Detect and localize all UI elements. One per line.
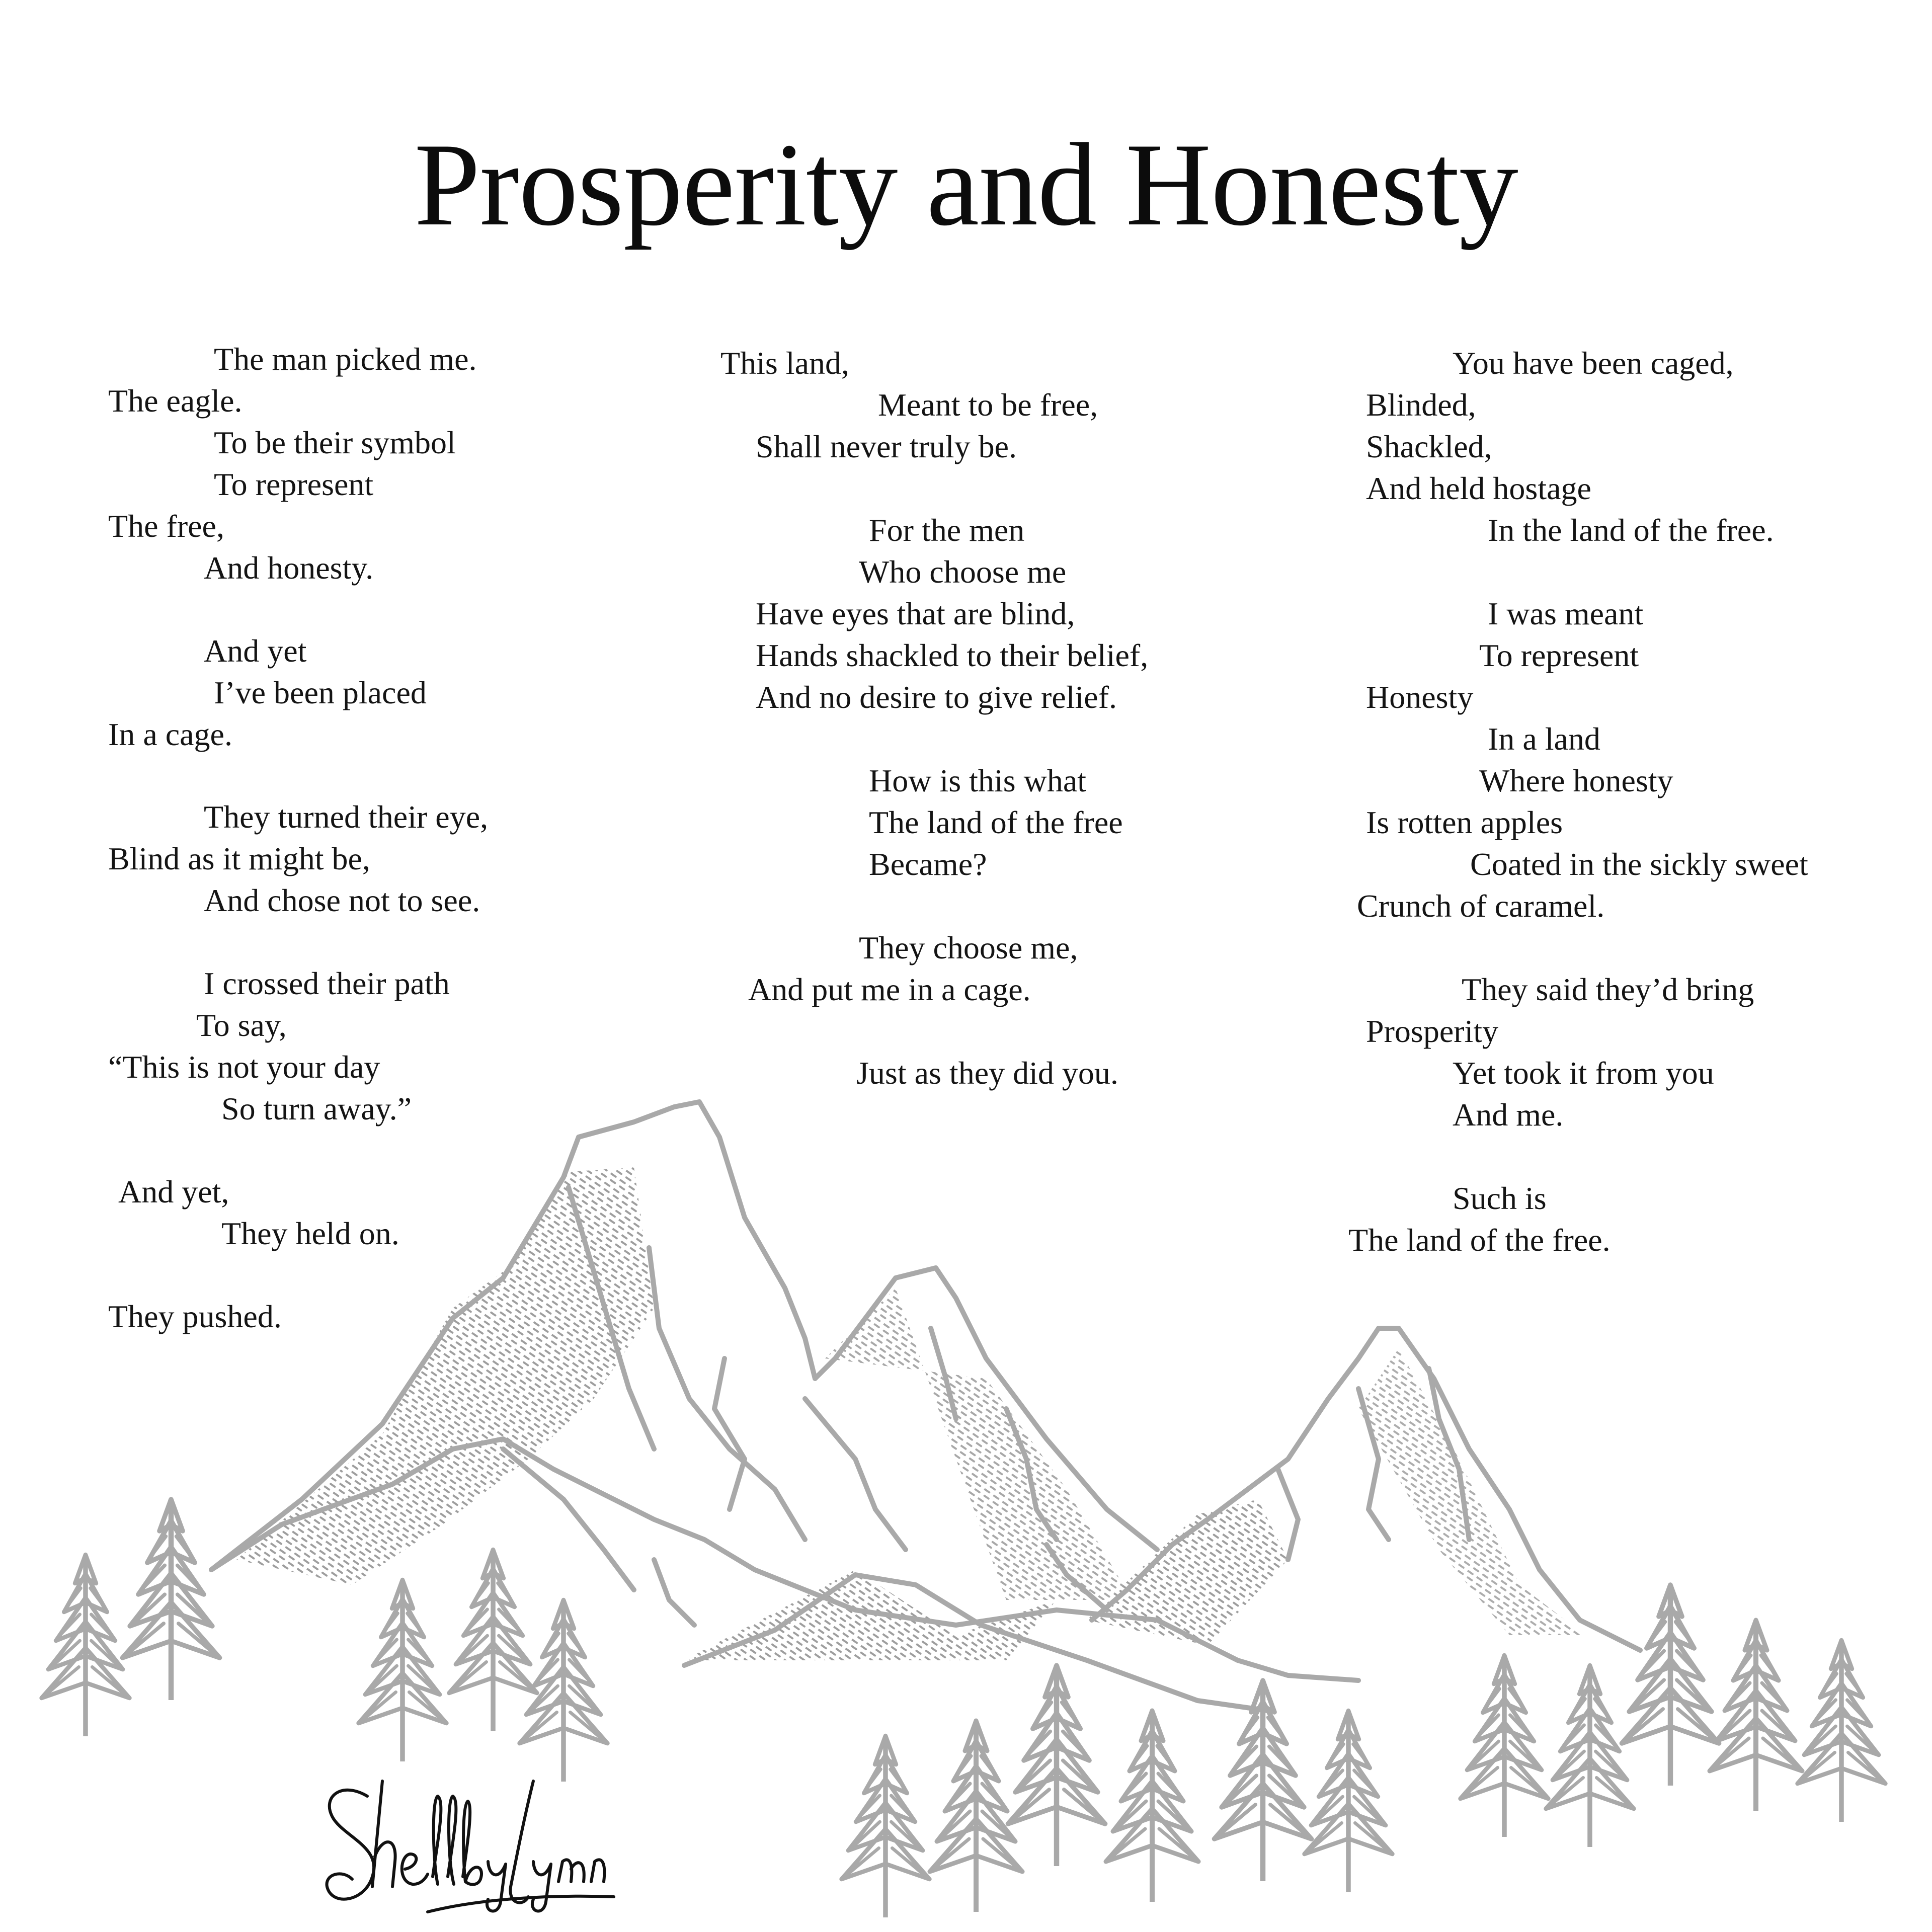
poem-line: To say, bbox=[196, 1007, 287, 1043]
poem-line: I’ve been placed bbox=[214, 675, 427, 710]
poem-line: Became? bbox=[869, 846, 987, 882]
poem-line: Such is bbox=[1453, 1180, 1547, 1216]
poem-line: And held hostage bbox=[1366, 470, 1591, 506]
signature-image bbox=[312, 1761, 624, 1932]
poem-line: Is rotten apples bbox=[1366, 804, 1563, 840]
poem-line: And me. bbox=[1453, 1097, 1564, 1133]
poem-line: They held on. bbox=[221, 1216, 399, 1251]
poem-line: Shackled, bbox=[1366, 429, 1492, 464]
poem-line: In a cage. bbox=[108, 716, 232, 752]
poem-line: The land of the free bbox=[869, 804, 1123, 840]
poem-line: Meant to be free, bbox=[878, 387, 1098, 423]
poem-line: They said they’d bring bbox=[1462, 972, 1754, 1007]
poem-line: How is this what bbox=[869, 763, 1086, 798]
poem-line: In a land bbox=[1488, 721, 1600, 757]
poem-line: Honesty bbox=[1366, 679, 1474, 715]
poem-line: To represent bbox=[1479, 637, 1639, 673]
poem-line: Just as they did you. bbox=[856, 1055, 1118, 1091]
poem-line: The eagle. bbox=[108, 383, 243, 419]
poem-line: Where honesty bbox=[1479, 763, 1673, 798]
poem-line: Yet took it from you bbox=[1453, 1055, 1714, 1091]
poem-line: You have been caged, bbox=[1453, 345, 1734, 381]
poem-line: Shall never truly be. bbox=[756, 429, 1017, 464]
poem-title: Prosperity and Honesty bbox=[414, 119, 1518, 251]
poem-line: Crunch of caramel. bbox=[1357, 888, 1605, 924]
poem-line: And yet, bbox=[118, 1174, 229, 1210]
poem-line: And no desire to give relief. bbox=[756, 679, 1117, 715]
poem-line: And yet bbox=[204, 633, 307, 669]
poem-line: In the land of the free. bbox=[1488, 512, 1774, 548]
poem-line: Prosperity bbox=[1366, 1013, 1499, 1049]
poem-line: I was meant bbox=[1488, 596, 1644, 631]
poem-line: Have eyes that are blind, bbox=[756, 596, 1075, 631]
poem-line: They pushed. bbox=[108, 1299, 282, 1334]
poem-line: Hands shackled to their belief, bbox=[756, 637, 1149, 673]
poem-line: Blind as it might be, bbox=[108, 841, 370, 876]
poem-line: To represent bbox=[214, 466, 374, 502]
poem-line: And put me in a cage. bbox=[748, 972, 1031, 1007]
poem-line: This land, bbox=[720, 345, 849, 381]
poem-line: They choose me, bbox=[859, 930, 1078, 965]
poem-line: Who choose me bbox=[859, 554, 1067, 590]
poem-line: They turned their eye, bbox=[204, 799, 489, 835]
poem-line: To be their symbol bbox=[214, 425, 456, 460]
poem-line: And honesty. bbox=[204, 550, 374, 586]
poem-line: Blinded, bbox=[1366, 387, 1476, 423]
poem-line: “This is not your day bbox=[108, 1049, 380, 1085]
poem-line: I crossed their path bbox=[204, 965, 450, 1001]
poem-line: For the men bbox=[869, 512, 1025, 548]
poem-line: The land of the free. bbox=[1348, 1222, 1611, 1258]
poem-line: And chose not to see. bbox=[204, 882, 480, 918]
poem-line: The man picked me. bbox=[214, 341, 477, 377]
poem-line: So turn away.” bbox=[221, 1091, 412, 1126]
poem-line: The free, bbox=[108, 508, 224, 544]
poem-line: Coated in the sickly sweet bbox=[1470, 846, 1808, 882]
